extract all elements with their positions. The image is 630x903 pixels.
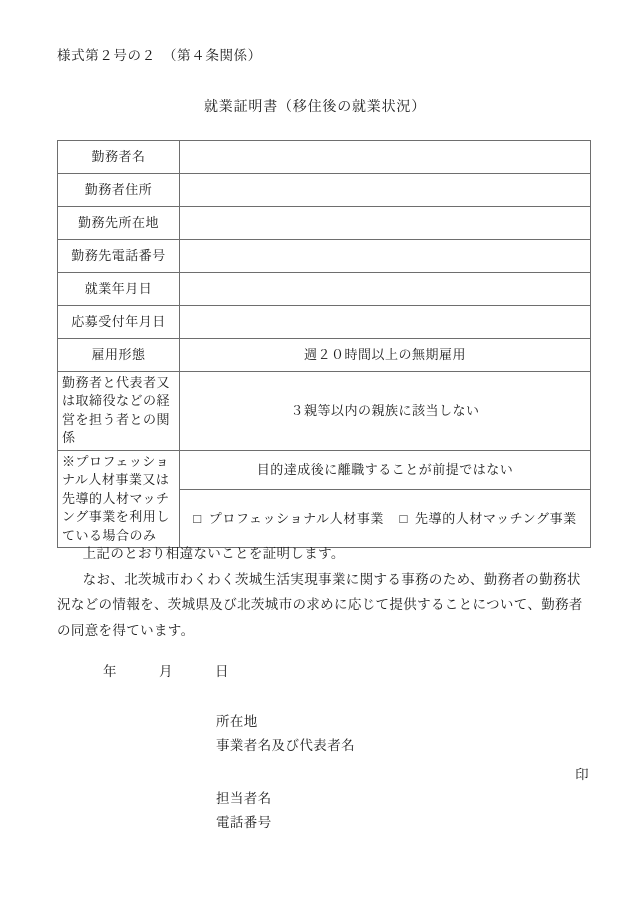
row-value-employment-date[interactable] [180, 273, 591, 306]
row-label-workplace-address: 勤務先所在地 [58, 207, 180, 240]
table-row [58, 372, 591, 451]
checkbox-professional-icon[interactable]: □ [193, 510, 202, 526]
row-value-workplace-phone[interactable] [180, 240, 591, 273]
row-value-application-date[interactable] [180, 306, 591, 339]
signature-block [216, 710, 591, 835]
row-label-employment-date: 就業年月日 [58, 273, 180, 306]
row-label-employment-type: 雇用形態 [58, 339, 180, 372]
table-row [58, 240, 591, 273]
date-line[interactable]: 年 月 日 [103, 664, 229, 679]
row-label-workplace-phone: 勤務先電話番号 [58, 240, 180, 273]
table-row [58, 207, 591, 240]
table-row [58, 141, 591, 174]
page-title: 就業証明書（移住後の就業状況） [204, 100, 426, 115]
checkbox-matching-icon[interactable]: □ [399, 510, 408, 526]
row-label-relationship: 勤務者と代表者又は取締役などの経営を担う者との関係 [58, 372, 180, 451]
body-paragraph-1: 上記のとおり相違ないことを証明します。 [82, 546, 345, 561]
table-row [58, 273, 591, 306]
employment-certificate-table [57, 140, 591, 548]
row-value-workplace-address[interactable] [180, 207, 591, 240]
body-text [57, 541, 594, 643]
row-label-application-date: 応募受付年月日 [58, 306, 180, 339]
seal-mark: 印 [575, 767, 589, 782]
checkbox-label-matching: 先導的人材マッチング事業 [415, 510, 577, 526]
row-value-employment-type: 週２０時間以上の無期雇用 [180, 339, 591, 372]
table-row [58, 450, 591, 490]
signature-contact-label: 担当者名 [216, 791, 272, 806]
signature-phone-label: 電話番号 [216, 815, 272, 830]
row-value-relationship: ３親等以内の親族に該当しない [180, 372, 591, 451]
signature-address-label: 所在地 [216, 714, 258, 729]
row-value-worker-address[interactable] [180, 174, 591, 207]
row-value-professional-program: 目的達成後に離職することが前提ではない [180, 450, 591, 490]
row-value-program-checkboxes [180, 490, 591, 548]
table-row [58, 339, 591, 372]
row-label-worker-address: 勤務者住所 [58, 174, 180, 207]
checkbox-label-professional: プロフェッショナル人材事業 [208, 510, 385, 526]
form-number: 様式第２号の２ （第４条関係） [57, 48, 262, 63]
row-value-worker-name[interactable] [180, 141, 591, 174]
table-row [58, 306, 591, 339]
table-row [58, 174, 591, 207]
row-label-professional-program: ※プロフェッショナル人材事業又は先導的人材マッチング事業を利用している場合のみ [58, 450, 180, 547]
row-label-worker-name: 勤務者名 [58, 141, 180, 174]
signature-company-label: 事業者名及び代表者名 [216, 738, 355, 753]
body-paragraph-2: なお、北茨城市わくわく茨城生活実現事業に関する事務のため、勤務者の勤務状況などの情報を、茨城県及び北茨城市の求めに応じて提供することについて、勤務者の同意を得ています。 [57, 571, 583, 638]
